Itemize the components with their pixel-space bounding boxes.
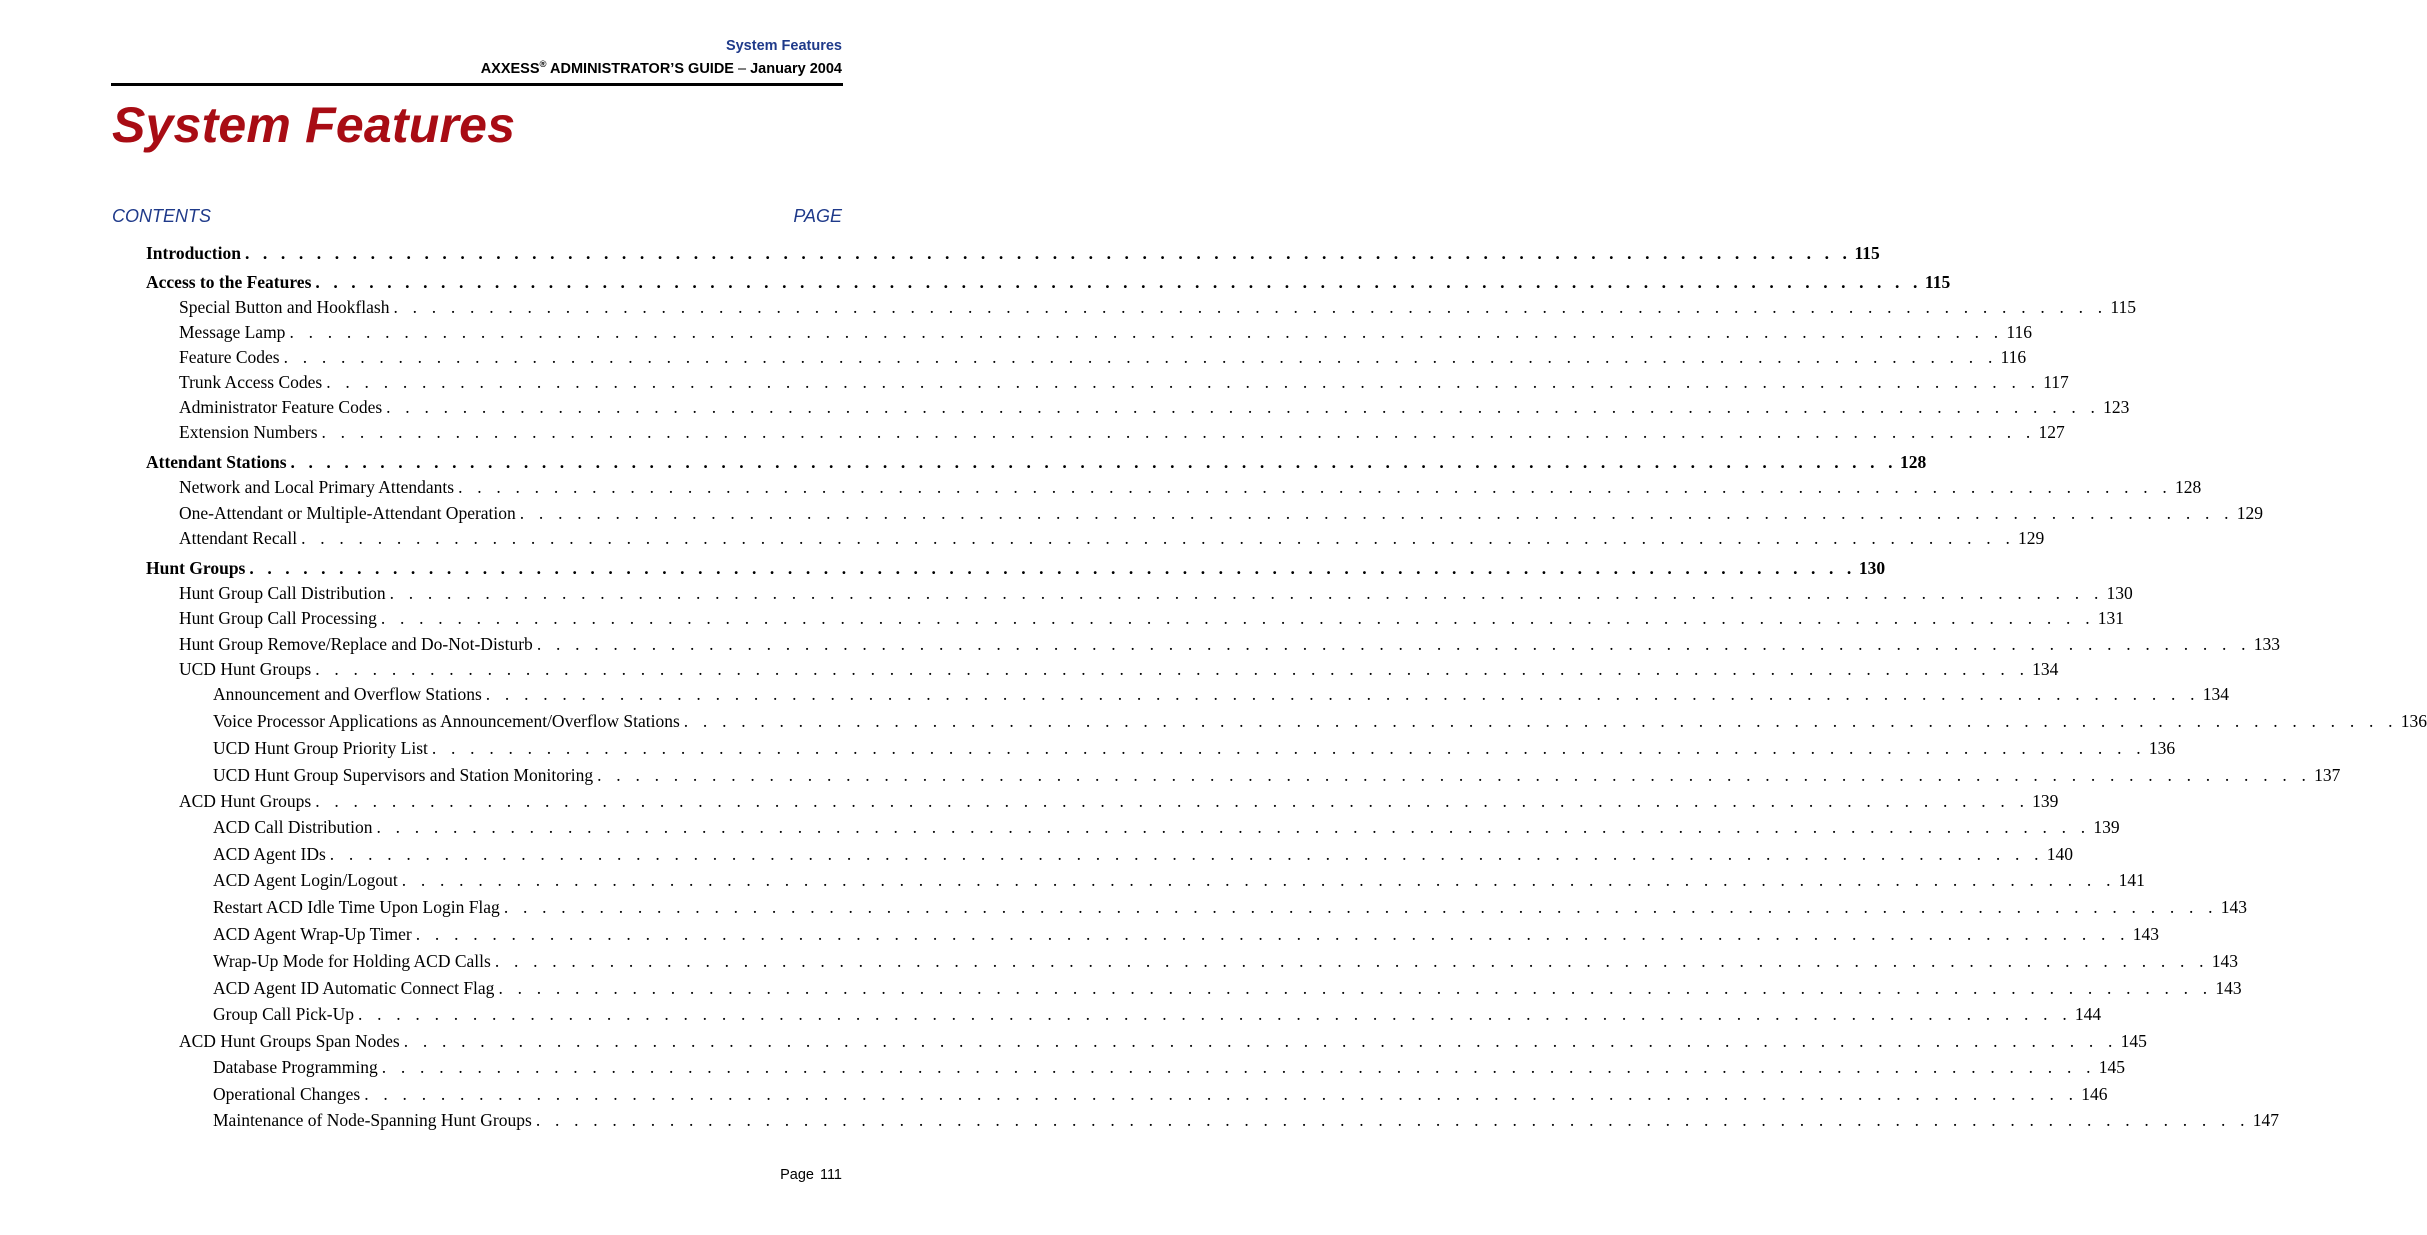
toc-dot-leader: . . . . . . . . . . . . . . . . . . . . . . . . . . . . . . . . . . . . . . . . . . . . . . . . . . . . . . . . . . . . . . . . . . . . . . . . . . . . . . . . . . . . . . . . . . [494,951,2209,971]
toc-entry[interactable] [179,606,2125,630]
toc-entry-title: Announcement and Overflow Stations [213,684,482,704]
toc-entry-page: 143 [2132,924,2159,944]
toc-dot-leader: . . . . . . . . . . . . . . . . . . . . . . . . . . . . . . . . . . . . . . . . . . . . . . . . . . . . . . . . . . . . . . . . . . . . . . . . . . . . . . . . . . . . . . . . . . [326,372,2041,392]
toc-entry-page: 143 [2220,897,2247,917]
toc-entry-title: Network and Local Primary Attendants [179,477,455,497]
toc-dot-leader: . . . . . . . . . . . . . . . . . . . . . . . . . . . . . . . . . . . . . . . . . . . . . . . . . . . . . . . . . . . . . . . . . . . . . . . . . . . . . . . . . . . . . . . . . . [683,711,2398,731]
toc-entry[interactable] [179,345,2027,369]
guide-date: January 2004 [750,61,842,77]
toc-dot-leader: . . . . . . . . . . . . . . . . . . . . . . . . . . . . . . . . . . . . . . . . . . . . . . . . . . . . . . . . . . . . . . . . . . . . . . . . . . . . . . . . . . . . . . . . . . [485,684,2200,704]
toc-entry-title: Administrator Feature Codes [179,397,383,417]
toc-dot-leader: . . . . . . . . . . . . . . . . . . . . . . . . . . . . . . . . . . . . . . . . . . . . . . . . . . . . . . . . . . . . . . . . . . . . . . . . . . . . . . . . . . . . . . . . . . [401,870,2116,890]
toc-entry-title: ACD Agent IDs [213,844,326,864]
toc-dot-leader: . . . . . . . . . . . . . . . . . . . . . . . . . . . . . . . . . . . . . . . . . . . . . . . . . . . . . . . . . . . . . . . . . . . . . . . . . . . . . . . . . . . . . . . . . . [289,322,2004,342]
toc-dot-leader: . . . . . . . . . . . . . . . . . . . . . . . . . . . . . . . . . . . . . . . . . . . . . . . . . . . . . . . . . . . . . . . . . . . . . . . . . . . . . . . . . . . . . . . . . . [381,1057,2096,1077]
toc-dot-leader: . . . . . . . . . . . . . . . . . . . . . . . . . . . . . . . . . . . . . . . . . . . . . . . . . . . . . . . . . . . . . . . . . . . . . . . . . . . . . . . . . . . . . . . . . . [597,765,2312,785]
toc-entry-title: Restart ACD Idle Time Upon Login Flag [213,897,500,917]
toc-dot-leader: . . . . . . . . . . . . . . . . . . . . . . . . . . . . . . . . . . . . . . . . . . . . . . . . . . . . . . . . . . . . . . . . . . . . . . . . . . . . . . . . . . . . . . . . . . [244,243,1852,263]
toc-entry-title: UCD Hunt Groups [179,659,312,679]
toc-entry-page: 143 [2211,951,2238,971]
header-rule [111,83,843,86]
toc-entry-title: Attendant Stations [146,452,287,472]
toc-entry[interactable] [179,295,2136,319]
toc-dot-leader: . . . . . . . . . . . . . . . . . . . . . . . . . . . . . . . . . . . . . . . . . . . . . . . . . . . . . . . . . . . . . . . . . . . . . . . . . . . . . . . . . . . . . . . . . . [364,1084,2079,1104]
toc-entry-title: Message Lamp [179,322,286,342]
guide-dash: – [733,61,751,77]
toc-entry[interactable] [179,501,2263,525]
toc-entry-title: One-Attendant or Multiple-Attendant Operation [179,503,516,523]
toc-dot-leader: . . . . . . . . . . . . . . . . . . . . . . . . . . . . . . . . . . . . . . . . . . . . . . . . . . . . . . . . . . . . . . . . . . . . . . . . . . . . . . . . . . . . . . . . . . [458,477,2173,497]
toc-entry[interactable] [179,420,2065,444]
toc-entry-title: ACD Hunt Groups Span Nodes [179,1031,400,1051]
page-title: System Features [112,97,516,153]
toc-entry[interactable] [179,632,2280,656]
toc-dot-leader: . . . . . . . . . . . . . . . . . . . . . . . . . . . . . . . . . . . . . . . . . . . . . . . . . . . . . . . . . . . . . . . . . . . . . . . . . . . . . . . . . . . . . . . . . . [393,297,2108,317]
toc-dot-leader: . . . . . . . . . . . . . . . . . . . . . . . . . . . . . . . . . . . . . . . . . . . . . . . . . . . . . . . . . . . . . . . . . . . . . . . . . . . . . . . . . . . . . . . . . . [519,503,2234,523]
toc-entry[interactable] [213,949,2238,973]
toc-entry[interactable] [179,475,2202,499]
toc-entry-page: 136 [2148,738,2176,758]
contents-label: CONTENTS [112,206,211,226]
toc-dot-leader: . . . . . . . . . . . . . . . . . . . . . . . . . . . . . . . . . . . . . . . . . . . . . . . . . . . . . . . . . . . . . . . . . . . . . . . . . . . . . . . . . . . . . . . . . . [315,791,2030,811]
toc-entry-page: 115 [1924,272,1951,292]
toc-entry-title: Special Button and Hookflash [179,297,390,317]
toc-entry[interactable] [213,868,2145,892]
registered-mark: ® [539,59,547,70]
toc-dot-leader: . . . . . . . . . . . . . . . . . . . . . . . . . . . . . . . . . . . . . . . . . . . . . . . . . . . . . . . . . . . . . . . . . . . . . . . . . . . . . . . . . . . . . . . . . . [536,634,2251,654]
page-footer [780,1167,842,1183]
toc-entry[interactable] [179,370,2069,394]
toc-entry-page: 134 [2202,684,2229,704]
toc-entry[interactable] [213,976,2242,1000]
toc-dot-leader: . . . . . . . . . . . . . . . . . . . . . . . . . . . . . . . . . . . . . . . . . . . . . . . . . . . . . . . . . . . . . . . . . . . . . . . . . . . . . . . . . . . . . . . . . . [503,897,2218,917]
toc-entry-page: 129 [2018,528,2045,548]
toc-entry[interactable] [213,709,2427,733]
toc-entry-title: ACD Agent Login/Logout [213,870,398,890]
running-header-section: System Features [725,38,842,54]
toc-entry-page: 139 [2093,817,2120,837]
toc-entry[interactable] [213,922,2159,946]
toc-entry[interactable] [213,682,2229,706]
toc-entry-title: Hunt Group Remove/Replace and Do-Not-Disturb [179,634,533,654]
toc-dot-leader: . . . . . . . . . . . . . . . . . . . . . . . . . . . . . . . . . . . . . . . . . . . . . . . . . . . . . . . . . . . . . . . . . . . . . . . . . . . . . . . . . . . . . . . . . . [249,558,1856,578]
toc-dot-leader: . . . . . . . . . . . . . . . . . . . . . . . . . . . . . . . . . . . . . . . . . . . . . . . . . . . . . . . . . . . . . . . . . . . . . . . . . . . . . . . . . . . . . . . . . . [431,738,2146,758]
toc-entry-page: 128 [1900,452,1927,472]
toc-entry[interactable] [213,895,2247,919]
toc-entry[interactable] [213,842,2073,866]
toc-entry-title: Trunk Access Codes [179,372,323,392]
toc-entry-page: 117 [2043,372,2069,392]
toc-entry-page: 115 [2110,297,2136,317]
toc-dot-leader: . . . . . . . . . . . . . . . . . . . . . . . . . . . . . . . . . . . . . . . . . . . . . . . . . . . . . . . . . . . . . . . . . . . . . . . . . . . . . . . . . . . . . . . . . . [315,659,2030,679]
toc-entry[interactable] [213,763,2341,787]
toc-entry-page: 129 [2236,503,2263,523]
toc-dot-leader: . . . . . . . . . . . . . . . . . . . . . . . . . . . . . . . . . . . . . . . . . . . . . . . . . . . . . . . . . . . . . . . . . . . . . . . . . . . . . . . . . . . . . . . . . . [380,608,2095,628]
toc-dot-leader: . . . . . . . . . . . . . . . . . . . . . . . . . . . . . . . . . . . . . . . . . . . . . . . . . . . . . . . . . . . . . . . . . . . . . . . . . . . . . . . . . . . . . . . . . . [283,347,1998,367]
toc-entry[interactable] [179,526,2045,550]
toc-entry-title: Hunt Group Call Distribution [179,583,386,603]
toc-entry[interactable] [146,270,1951,294]
toc-entry-title: ACD Call Distribution [213,817,373,837]
toc-entry[interactable] [146,556,1886,580]
toc-entry-title: ACD Hunt Groups [179,791,312,811]
toc-entry[interactable] [179,395,2130,419]
toc-entry-title: UCD Hunt Group Supervisors and Station Monitoring [213,765,594,785]
toc-entry-title: Wrap-Up Mode for Holding ACD Calls [213,951,491,971]
toc-entry-title: Introduction [146,243,241,263]
toc-entry-title: Hunt Groups [146,558,246,578]
toc-entry[interactable] [179,657,2059,681]
toc-entry-page: 127 [2038,422,2065,442]
toc-entry[interactable] [213,1108,2280,1132]
toc-entry-title: Hunt Group Call Processing [179,608,377,628]
toc-dot-leader: . . . . . . . . . . . . . . . . . . . . . . . . . . . . . . . . . . . . . . . . . . . . . . . . . . . . . . . . . . . . . . . . . . . . . . . . . . . . . . . . . . . . . . . . . . [498,978,2213,998]
toc-entry-page: 137 [2314,765,2341,785]
toc-entry[interactable] [213,1055,2125,1079]
toc-dot-leader: . . . . . . . . . . . . . . . . . . . . . . . . . . . . . . . . . . . . . . . . . . . . . . . . . . . . . . . . . . . . . . . . . . . . . . . . . . . . . . . . . . . . . . . . . . [329,844,2044,864]
toc-entry-page: 131 [2097,608,2125,628]
toc-entry-page: 143 [2215,978,2242,998]
toc-dot-leader: . . . . . . . . . . . . . . . . . . . . . . . . . . . . . . . . . . . . . . . . . . . . . . . . . . . . . . . . . . . . . . . . . . . . . . . . . . . . . . . . . . . . . . . . . . [403,1031,2118,1051]
toc-entry[interactable] [213,815,2120,839]
toc-entry-page: 115 [1854,243,1880,263]
toc-entry-title: Group Call Pick-Up [213,1004,354,1024]
toc-entry[interactable] [213,1082,2108,1106]
toc-entry-page: 139 [2032,791,2059,811]
toc-entry-title: Extension Numbers [179,422,318,442]
toc-entry-page: 146 [2081,1084,2108,1104]
toc-entry-page: 130 [2106,583,2133,603]
toc-entry-page: 140 [2046,844,2073,864]
toc-entry[interactable] [179,1029,2147,1053]
toc-entry-page: 136 [2400,711,2427,731]
toc-entry-title: UCD Hunt Group Priority List [213,738,428,758]
toc-dot-leader: . . . . . . . . . . . . . . . . . . . . . . . . . . . . . . . . . . . . . . . . . . . . . . . . . . . . . . . . . . . . . . . . . . . . . . . . . . . . . . . . . . . . . . . . . . [376,817,2091,837]
running-header-guide [481,61,842,77]
toc-entry-page: 130 [1858,558,1886,578]
toc-entry-title: Attendant Recall [179,528,298,548]
toc-dot-leader: . . . . . . . . . . . . . . . . . . . . . . . . . . . . . . . . . . . . . . . . . . . . . . . . . . . . . . . . . . . . . . . . . . . . . . . . . . . . . . . . . . . . . . . . . . [290,452,1898,472]
toc-entry-page: 145 [2120,1031,2147,1051]
toc-entry-title: Operational Changes [213,1084,361,1104]
page-column-label: PAGE [793,206,842,226]
toc-entry-page: 147 [2252,1110,2280,1130]
toc-entry-page: 116 [2006,322,2032,342]
toc-entry-page: 144 [2074,1004,2102,1024]
toc-entry-page: 123 [2103,397,2130,417]
toc-entry-page: 116 [2000,347,2027,367]
toc-entry-title: ACD Agent Wrap-Up Timer [213,924,412,944]
toc-dot-leader: . . . . . . . . . . . . . . . . . . . . . . . . . . . . . . . . . . . . . . . . . . . . . . . . . . . . . . . . . . . . . . . . . . . . . . . . . . . . . . . . . . . . . . . . . . [535,1110,2250,1130]
guide-title: ADMINISTRATOR’S GUIDE [546,61,734,77]
toc-entry[interactable] [213,736,2176,760]
toc-dot-leader: . . . . . . . . . . . . . . . . . . . . . . . . . . . . . . . . . . . . . . . . . . . . . . . . . . . . . . . . . . . . . . . . . . . . . . . . . . . . . . . . . . . . . . . . . . [301,528,2016,548]
toc-entry-title: Feature Codes [179,347,280,367]
toc-entry-title: ACD Agent ID Automatic Connect Flag [213,978,495,998]
toc-dot-leader: . . . . . . . . . . . . . . . . . . . . . . . . . . . . . . . . . . . . . . . . . . . . . . . . . . . . . . . . . . . . . . . . . . . . . . . . . . . . . . . . . . . . . . . . . . [386,397,2101,417]
toc-entry-title: Database Programming [213,1057,378,1077]
toc-entry-page: 145 [2098,1057,2125,1077]
toc-entry[interactable] [146,450,1927,474]
toc-entry-title: Voice Processor Applications as Announcement/Overflow Stations [213,711,680,731]
toc-dot-leader: . . . . . . . . . . . . . . . . . . . . . . . . . . . . . . . . . . . . . . . . . . . . . . . . . . . . . . . . . . . . . . . . . . . . . . . . . . . . . . . . . . . . . . . . . . [321,422,2036,442]
toc-dot-leader: . . . . . . . . . . . . . . . . . . . . . . . . . . . . . . . . . . . . . . . . . . . . . . . . . . . . . . . . . . . . . . . . . . . . . . . . . . . . . . . . . . . . . . . . . . [415,924,2130,944]
toc-entry[interactable] [179,789,2059,813]
toc-entry[interactable] [179,320,2032,344]
toc-entry-page: 134 [2032,659,2059,679]
toc-entry[interactable] [146,241,1880,265]
toc-entry-page: 141 [2118,870,2145,890]
guide-brand: AXXESS [480,61,540,77]
toc-entry-title: Access to the Features [146,272,312,292]
footer-label: Page [780,1167,814,1183]
toc-entry[interactable] [179,581,2133,605]
toc-dot-leader: . . . . . . . . . . . . . . . . . . . . . . . . . . . . . . . . . . . . . . . . . . . . . . . . . . . . . . . . . . . . . . . . . . . . . . . . . . . . . . . . . . . . . . . . . . [315,272,1922,292]
toc-dot-leader: . . . . . . . . . . . . . . . . . . . . . . . . . . . . . . . . . . . . . . . . . . . . . . . . . . . . . . . . . . . . . . . . . . . . . . . . . . . . . . . . . . . . . . . . . . [357,1004,2072,1024]
toc-entry[interactable] [213,1002,2102,1026]
toc-entry-page: 128 [2175,477,2202,497]
footer-page-number: 111 [819,1167,842,1183]
toc-dot-leader: . . . . . . . . . . . . . . . . . . . . . . . . . . . . . . . . . . . . . . . . . . . . . . . . . . . . . . . . . . . . . . . . . . . . . . . . . . . . . . . . . . . . . . . . . . [389,583,2104,603]
toc-entry-title: Maintenance of Node-Spanning Hunt Groups [213,1110,532,1130]
toc-entry-page: 133 [2253,634,2280,654]
